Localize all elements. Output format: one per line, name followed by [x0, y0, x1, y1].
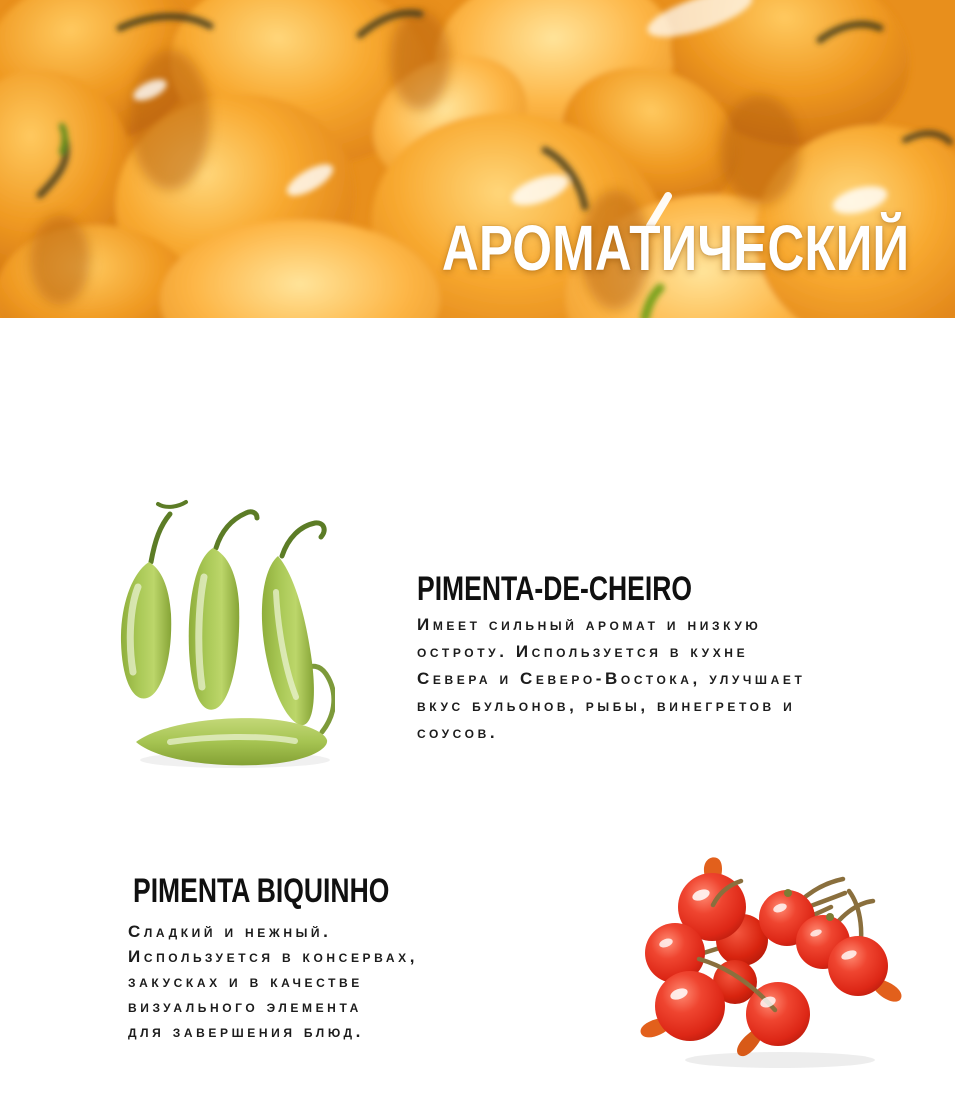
- section-description: [128, 919, 418, 1044]
- section-description: [417, 611, 805, 746]
- description-line: Севера и Северо-Востока, улучшает: [417, 669, 806, 688]
- description-line: для завершения блюд.: [128, 1022, 364, 1041]
- description-line: Сладкий и нежный.: [128, 922, 332, 941]
- description-line: визуального элемента: [128, 997, 362, 1016]
- banner-title: АРОМАТИЧЕСКИЙ: [441, 212, 909, 284]
- section-title: PIMENTA BIQUINHO: [133, 872, 390, 910]
- description-line: остроту. Используется в кухне: [417, 642, 749, 661]
- section-title: PIMENTA-DE-CHEIRO: [417, 570, 693, 608]
- red-peppers-image: [635, 855, 930, 1070]
- banner: [0, 0, 955, 318]
- description-line: Имеет сильный аромат и низкую: [417, 615, 762, 634]
- green-peppers-image: [100, 492, 335, 772]
- description-line: соусов.: [417, 723, 499, 742]
- description-line: закусках и в качестве: [128, 972, 363, 991]
- description-line: вкус бульонов, рыбы, винегретов и: [417, 696, 796, 715]
- description-line: Используется в консервах,: [128, 947, 419, 966]
